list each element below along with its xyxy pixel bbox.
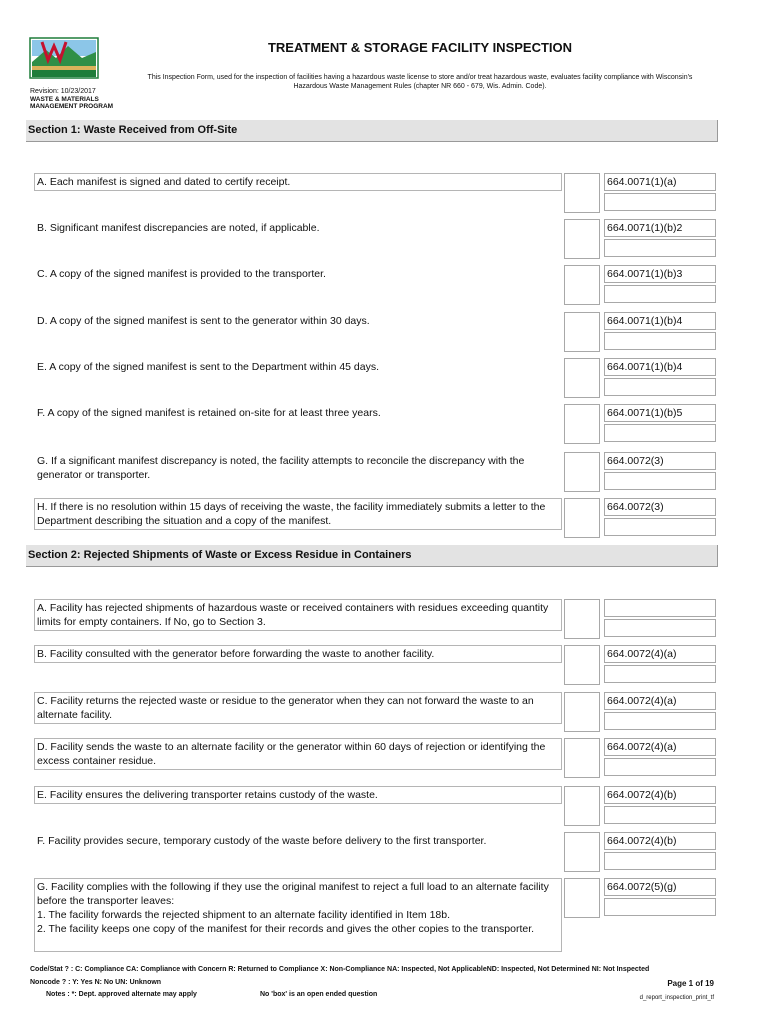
answer-box[interactable] — [564, 452, 600, 492]
question-text: C. Facility returns the rejected waste or residue to the generator when they can not forward the waste to an alternate facility. — [34, 692, 562, 724]
question-text: G. If a significant manifest discrepancy is noted, the facility attempts to reconcile the discrepancy with the generator or transporter. — [34, 452, 562, 484]
answer-box[interactable] — [564, 358, 600, 398]
notes-field[interactable] — [604, 472, 716, 490]
answer-box[interactable] — [564, 265, 600, 305]
answer-box[interactable] — [564, 219, 600, 259]
open-question-legend: No 'box' is an open ended question — [260, 991, 378, 998]
notes-field[interactable] — [604, 424, 716, 442]
notes-field[interactable] — [604, 806, 716, 824]
rule-code: 664.0071(1)(b)3 — [604, 265, 716, 283]
question-text: F. A copy of the signed manifest is retained on-site for at least three years. — [34, 404, 562, 422]
question-text: H. If there is no resolution within 15 days of receiving the waste, the facility immediately submits a letter to the Department describing the situation and a copy of the manifest. — [34, 498, 562, 530]
question-text: A. Facility has rejected shipments of hazardous waste or received containers with residues exceeding quantity limits for empty containers. If No, go to Section 3. — [34, 599, 562, 631]
notes-field[interactable] — [604, 518, 716, 536]
notes-field[interactable] — [604, 193, 716, 211]
rule-code: 664.0072(3) — [604, 452, 716, 470]
notes-field[interactable] — [604, 378, 716, 396]
notes-field[interactable] — [604, 285, 716, 303]
rule-code: 664.0071(1)(a) — [604, 173, 716, 191]
answer-box[interactable] — [564, 832, 600, 872]
answer-box[interactable] — [564, 692, 600, 732]
answer-box[interactable] — [564, 312, 600, 352]
notes-field[interactable] — [604, 239, 716, 257]
dnr-logo — [28, 36, 100, 80]
notes-field[interactable] — [604, 619, 716, 637]
rule-code: 664.0072(4)(b) — [604, 832, 716, 850]
answer-box[interactable] — [564, 645, 600, 685]
question-text: E. Facility ensures the delivering transporter retains custody of the waste. — [34, 786, 562, 804]
rule-code: 664.0072(4)(a) — [604, 692, 716, 710]
answer-box[interactable] — [564, 173, 600, 213]
rule-code: 664.0072(4)(a) — [604, 645, 716, 663]
rule-code: 664.0072(4)(a) — [604, 738, 716, 756]
section-2-header: Section 2: Rejected Shipments of Waste or Excess Residue in Containers — [26, 545, 718, 567]
rule-code: 664.0072(3) — [604, 498, 716, 516]
page-title: TREATMENT & STORAGE FACILITY INSPECTION — [267, 40, 573, 55]
rule-code: 664.0072(5)(g) — [604, 878, 716, 896]
intro-text: This Inspection Form, used for the inspection of facilities having a hazardous waste license to store and/or treat hazardous waste, evaluates facility compliance with Wisconsin's Hazardous Waste Management Rules (chapter NR 660 - 679, Wis. Admin. Code). — [147, 74, 693, 90]
code-legend: Code/Stat ? : C: Compliance CA: Compliance with Concern R: Returned to Compliance X: Non-Compliance NA: Inspected, Not ApplicableND: Inspected, Not Determined NI: Not Inspected — [30, 966, 650, 973]
rule-code: 664.0071(1)(b)2 — [604, 219, 716, 237]
program-name: WASTE & MATERIALS MANAGEMENT PROGRAM — [30, 96, 114, 110]
notes-field[interactable] — [604, 758, 716, 776]
rule-code: 664.0072(4)(b) — [604, 786, 716, 804]
answer-box[interactable] — [564, 878, 600, 918]
answer-box[interactable] — [564, 599, 600, 639]
question-text: B. Significant manifest discrepancies are noted, if applicable. — [34, 219, 562, 237]
answer-box[interactable] — [564, 404, 600, 444]
question-text: D. Facility sends the waste to an alternate facility or the generator within 60 days of rejection or identifying the excess container residue. — [34, 738, 562, 770]
revision-date: Revision: 10/23/2017 — [30, 88, 96, 95]
notes-field[interactable] — [604, 712, 716, 730]
question-text: B. Facility consulted with the generator before forwarding the waste to another facility. — [34, 645, 562, 663]
notes-field[interactable] — [604, 332, 716, 350]
notes-field[interactable] — [604, 852, 716, 870]
notes-field[interactable] — [604, 898, 716, 916]
question-text: D. A copy of the signed manifest is sent to the generator within 30 days. — [34, 312, 562, 330]
report-file-name: d_report_inspection_print_tf — [639, 995, 714, 1001]
rule-code — [604, 599, 716, 617]
notes-legend: Notes : *: Dept. approved alternate may apply — [46, 991, 197, 998]
question-text: F. Facility provides secure, temporary custody of the waste before delivery to the first transporter. — [34, 832, 562, 850]
page-number: Page 1 of 19 — [667, 979, 714, 988]
question-text: G. Facility complies with the following if they use the original manifest to reject a full load to an alternate facility before the transporter leaves: 1. The facility forwards the rejected shipment to an alternate facility identified in Item 18b. 2. The facility keeps one copy of the manifest for their records and gives the other copies to the transporter. — [34, 878, 562, 952]
noncode-legend: Noncode ? : Y: Yes N: No UN: Unknown — [30, 979, 162, 986]
answer-box[interactable] — [564, 498, 600, 538]
answer-box[interactable] — [564, 786, 600, 826]
question-text: E. A copy of the signed manifest is sent to the Department within 45 days. — [34, 358, 562, 376]
question-text: C. A copy of the signed manifest is provided to the transporter. — [34, 265, 562, 283]
rule-code: 664.0071(1)(b)5 — [604, 404, 716, 422]
section-1-header: Section 1: Waste Received from Off-Site — [26, 120, 718, 142]
notes-field[interactable] — [604, 665, 716, 683]
rule-code: 664.0071(1)(b)4 — [604, 358, 716, 376]
answer-box[interactable] — [564, 738, 600, 778]
rule-code: 664.0071(1)(b)4 — [604, 312, 716, 330]
question-text: A. Each manifest is signed and dated to certify receipt. — [34, 173, 562, 191]
